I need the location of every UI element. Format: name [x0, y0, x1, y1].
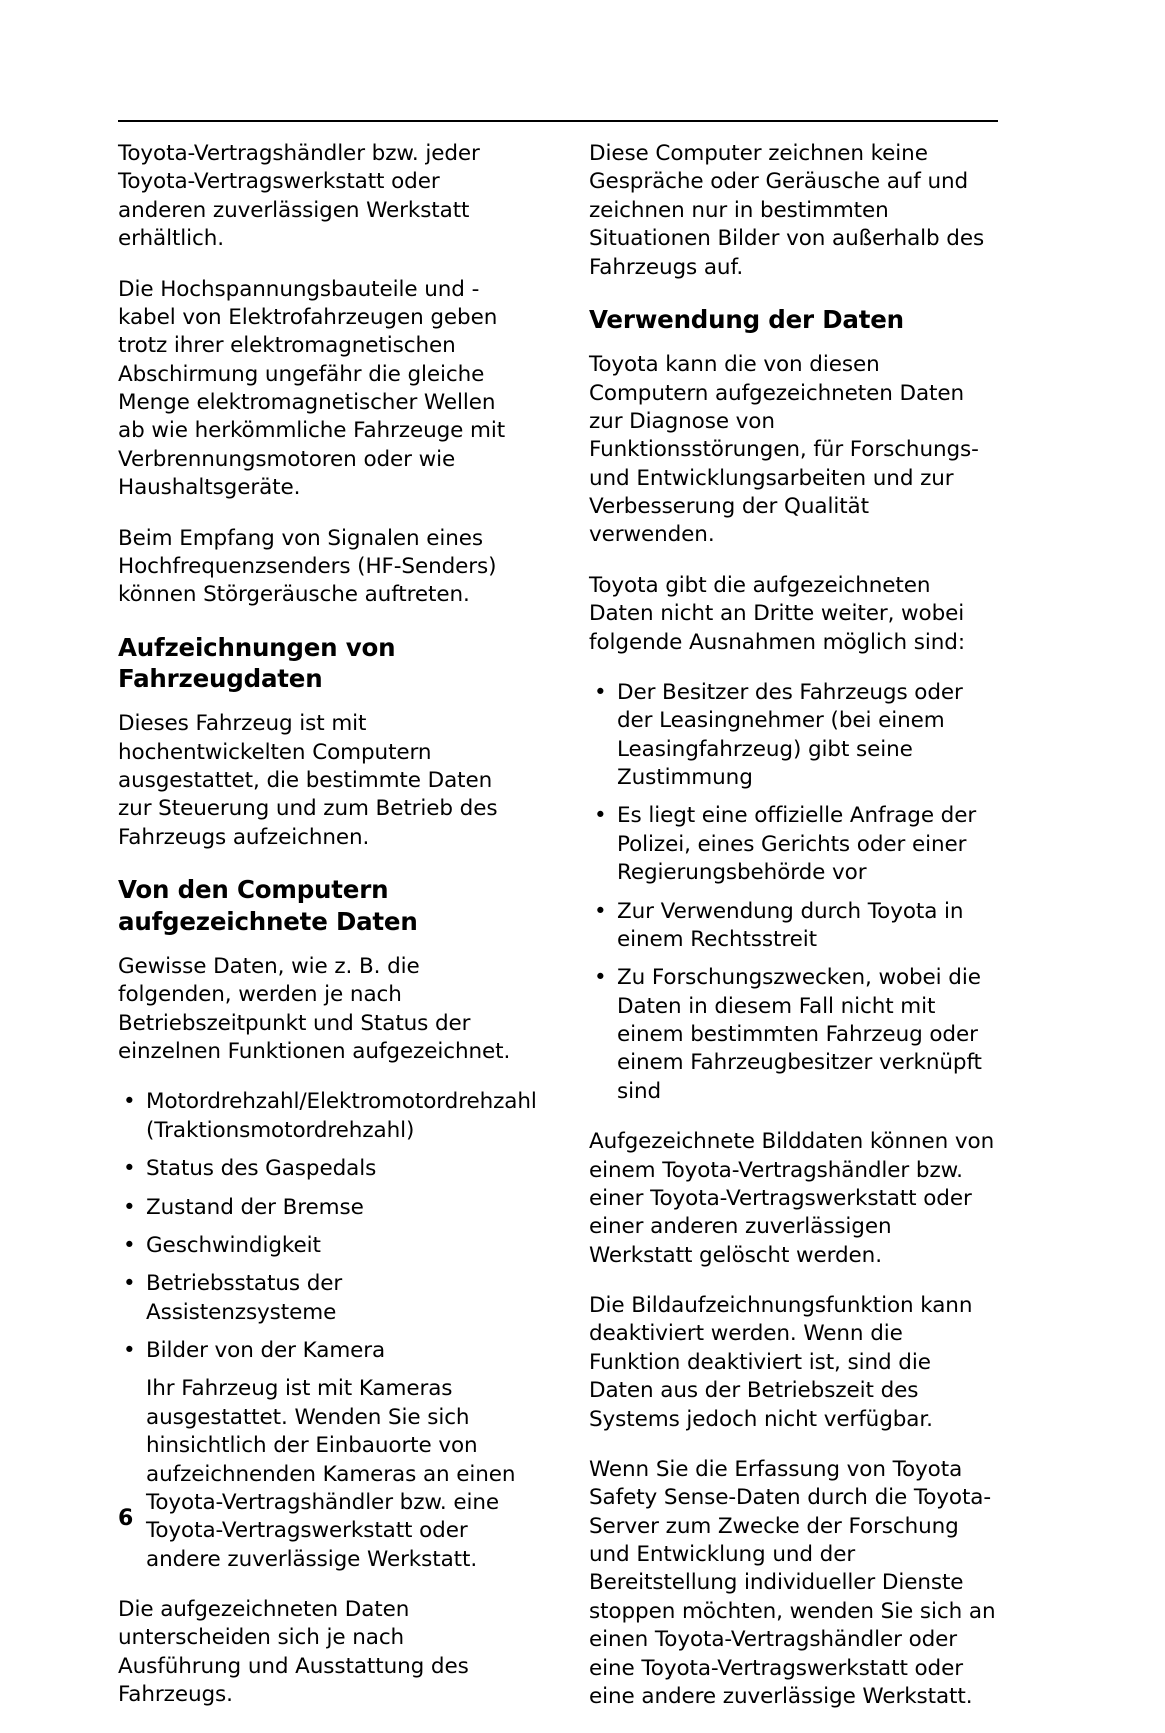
paragraph: Wenn Sie die Erfassung von Toyota Safety Sense-Daten durch die Toyota-Server zum Zwecke der Forschung und Entwicklung und der Bereitstellung individueller Dienste stoppen möchten, wenden Sie sich an einen Toyota-Vertragshändler oder eine Toyota-Vertragswerkstatt oder eine andere zuverlässige Werkstatt.: [589, 1456, 996, 1709]
list-item-text: Zu Forschungszwecken, wobei die Daten in diesem Fall nicht mit einem bestimmten Fahrzeug oder einem Fahrzeugbesitzer verknüpft sind: [617, 965, 982, 1104]
list-item-text: Geschwindigkeit: [146, 1232, 321, 1258]
page-number: 6: [118, 1506, 134, 1531]
list-item-text: Motordrehzahl/Elektromotordrehzahl (Traktionsmotordrehzahl): [146, 1089, 537, 1143]
bullet-icon: •: [594, 965, 607, 991]
paragraph: Toyota kann die von diesen Computern aufgezeichneten Daten zur Diagnose von Funktionsstörungen, für Forschungs- und Entwicklungsarbeiten und zur Verbesserung der Qualität verwenden.: [589, 352, 979, 548]
list-item: [118, 1088, 537, 1145]
paragraph: Die aufgezeichneten Daten unterscheiden sich je nach Ausführung und Ausstattung des Fahrzeugs.: [118, 1597, 469, 1708]
list-item: [118, 1270, 527, 1327]
right-column: [589, 140, 998, 1733]
section-heading: Aufzeichnungen von Fahrzeugdaten: [118, 632, 396, 693]
paragraph: Aufgezeichnete Bilddaten können von einem Toyota-Vertragshändler bzw. einer Toyota-Vertragswerkstatt oder einer anderen zuverlässigen Werkstatt gelöscht werden.: [589, 1129, 995, 1268]
list-item-text: Zur Verwendung durch Toyota in einem Rechtsstreit: [617, 898, 964, 952]
list-item-text: Betriebsstatus der Assistenzsysteme: [146, 1271, 343, 1325]
list-item: [118, 1337, 527, 1574]
list-item-text: Der Besitzer des Fahrzeugs oder der Leasingnehmer (bei einem Leasingfahrzeug) gibt seine Zustimmung: [617, 679, 963, 791]
section-heading: Verwendung der Daten: [589, 304, 904, 334]
list-item: [118, 1194, 527, 1222]
left-column: [118, 140, 537, 1733]
bullet-icon: •: [594, 679, 607, 705]
paragraph: Die Bildaufzeichnungsfunktion kann deaktiviert werden. Wenn die Funktion deaktiviert ist, sind die Daten aus der Betriebszeit des Systems jedoch nicht verfügbar.: [589, 1293, 973, 1432]
bullet-icon: •: [594, 898, 607, 924]
list-item: [118, 1155, 527, 1183]
page-columns: [118, 140, 998, 1733]
paragraph: Toyota gibt die aufgezeichneten Daten nicht an Dritte weiter, wobei folgende Ausnahmen möglich sind:: [589, 572, 965, 655]
list-item-text: Zustand der Bremse: [146, 1194, 364, 1220]
paragraph: Diese Computer zeichnen keine Gespräche oder Geräusche auf und zeichnen nur in bestimmten Situationen Bilder von außerhalb des Fahrzeugs auf.: [589, 141, 985, 280]
bullet-list: [118, 1088, 537, 1574]
list-item-text: Es liegt eine offizielle Anfrage der Polizei, eines Gerichts oder einer Regierungsbehörde vor: [617, 803, 977, 886]
list-item: [589, 802, 998, 887]
bullet-icon: •: [123, 1271, 136, 1297]
header-rule: [118, 120, 998, 122]
list-item: [118, 1232, 527, 1260]
paragraph: Gewisse Daten, wie z. B. die folgenden, werden je nach Betriebszeitpunkt und Status der einzelnen Funktionen aufgezeichnet.: [118, 953, 511, 1065]
bullet-icon: •: [594, 803, 607, 829]
paragraph: Beim Empfang von Signalen eines Hochfrequenzsenders (HF-Senders) können Störgeräusche auftreten.: [118, 525, 497, 608]
paragraph: Toyota-Vertragshändler bzw. jeder Toyota-Vertragswerkstatt oder anderen zuverlässigen Werkstatt erhältlich.: [118, 141, 480, 252]
list-item: [589, 964, 998, 1106]
bullet-icon: •: [123, 1232, 136, 1258]
list-item-text: Status des Gaspedals: [146, 1156, 377, 1182]
bullet-icon: •: [123, 1089, 136, 1115]
list-item-subtext: Ihr Fahrzeug ist mit Kameras ausgestattet. Wenden Sie sich hinsichtlich der Einbauorte von aufzeichnenden Kameras an einen Toyota-Vertragshändler bzw. eine Toyota-Vertragswerkstatt oder andere zuverlässige Werkstatt.: [146, 1376, 516, 1572]
paragraph: Dieses Fahrzeug ist mit hochentwickelten Computern ausgestattet, die bestimmte Daten zur Steuerung und zum Betrieb des Fahrzeugs aufzeichnen.: [118, 711, 498, 850]
list-item: [589, 679, 998, 793]
bullet-icon: •: [123, 1194, 136, 1220]
section-heading: Von den Computern aufgezeichnete Daten: [118, 875, 418, 936]
list-item-text: Bilder von der Kamera: [146, 1338, 386, 1364]
paragraph: Die Hochspannungsbauteile und -kabel von Elektrofahrzeugen geben trotz ihrer elektromagnetischen Abschirmung ungefähr die gleiche Menge elektromagnetischer Wellen ab wie herkömmliche Fahrzeuge mit Verbrennungsmotoren oder wie Haushaltsgeräte.: [118, 276, 506, 501]
list-item: [589, 898, 998, 955]
bullet-list: [589, 679, 998, 1106]
bullet-icon: •: [123, 1156, 136, 1182]
bullet-icon: •: [123, 1338, 136, 1364]
